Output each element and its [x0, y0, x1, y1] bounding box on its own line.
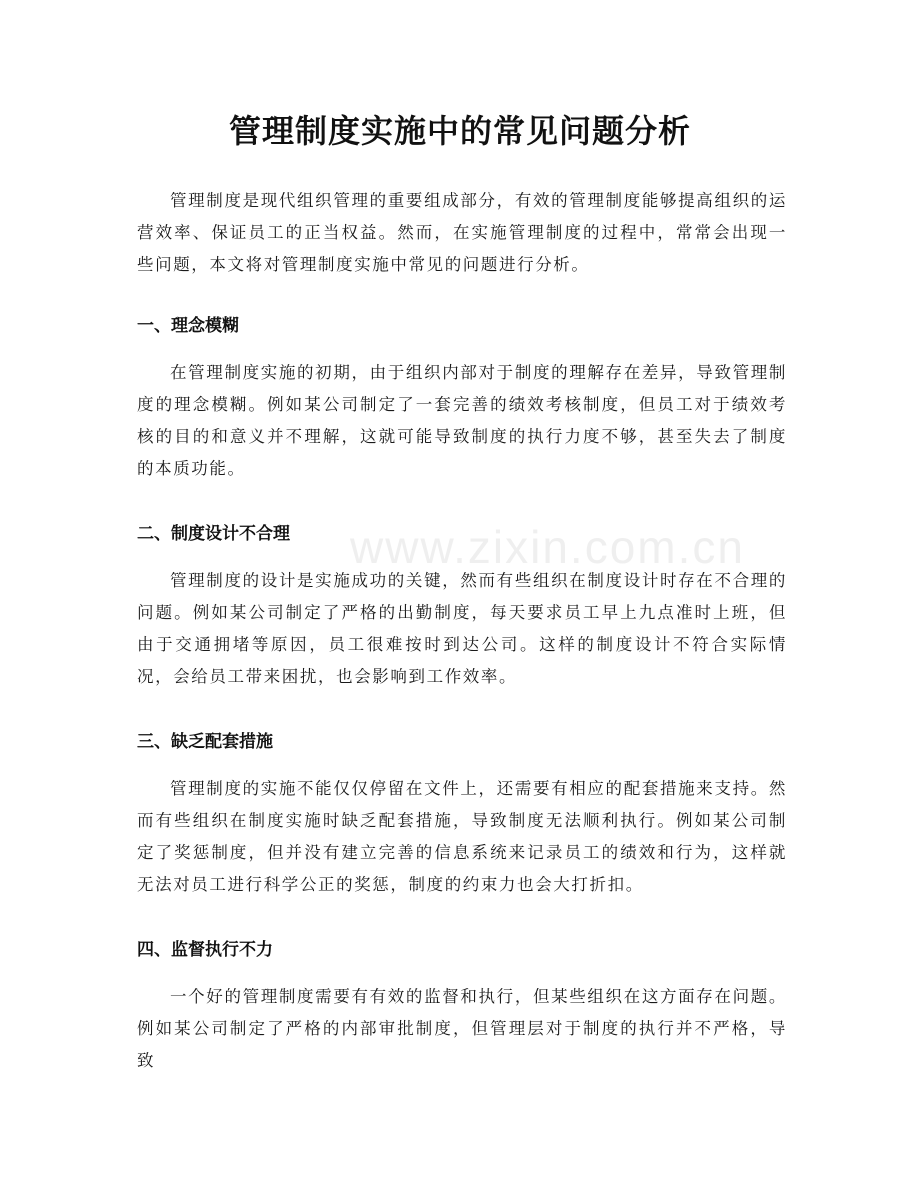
section-heading-2: 二、制度设计不合理: [137, 524, 290, 544]
section-body-1: 在管理制度实施的初期，由于组织内部对于制度的理解存在差异，导致管理制度的理念模糊。例如某公司制定了一套完善的绩效考核制度，但员工对于绩效考核的目的和意义并不理解，这就可能导致制度的执行力度不够，甚至失去了制度的本质功能。: [137, 363, 787, 478]
section-body-3: 管理制度的实施不能仅仅停留在文件上，还需要有相应的配套措施来支持。然而有些组织在制度实施时缺乏配套措施，导致制度无法顺利执行。例如某公司制定了奖惩制度，但并没有建立完善的信息系统来记录员工的绩效和行为，这样就无法对员工进行科学公正的奖惩，制度的约束力也会大打折扣。: [137, 779, 787, 894]
intro-paragraph: 管理制度是现代组织管理的重要组成部分，有效的管理制度能够提高组织的运营效率、保证员工的正当权益。然而，在实施管理制度的过程中，常常会出现一些问题，本文将对管理制度实施中常见的问题进行分析。: [137, 191, 787, 274]
section-body-2: 管理制度的设计是实施成功的关键，然而有些组织在制度设计时存在不合理的问题。例如某公司制定了严格的出勤制度，每天要求员工早上九点准时上班，但由于交通拥堵等原因，员工很难按时到达公司。这样的制度设计不符合实际情况，会给员工带来困扰，也会影响到工作效率。: [137, 571, 787, 686]
section-heading-3: 三、缺乏配套措施: [137, 732, 273, 752]
watermark: www.zixin.com.cn: [350, 521, 745, 573]
section-heading-1: 一、理念模糊: [137, 316, 239, 336]
section-body-4: 一个好的管理制度需要有有效的监督和执行，但某些组织在这方面存在问题。例如某公司制定了严格的内部审批制度，但管理层对于制度的执行并不严格，导致: [137, 987, 787, 1070]
document-title: 管理制度实施中的常见问题分析: [228, 112, 691, 150]
section-heading-4: 四、监督执行不力: [137, 940, 273, 960]
